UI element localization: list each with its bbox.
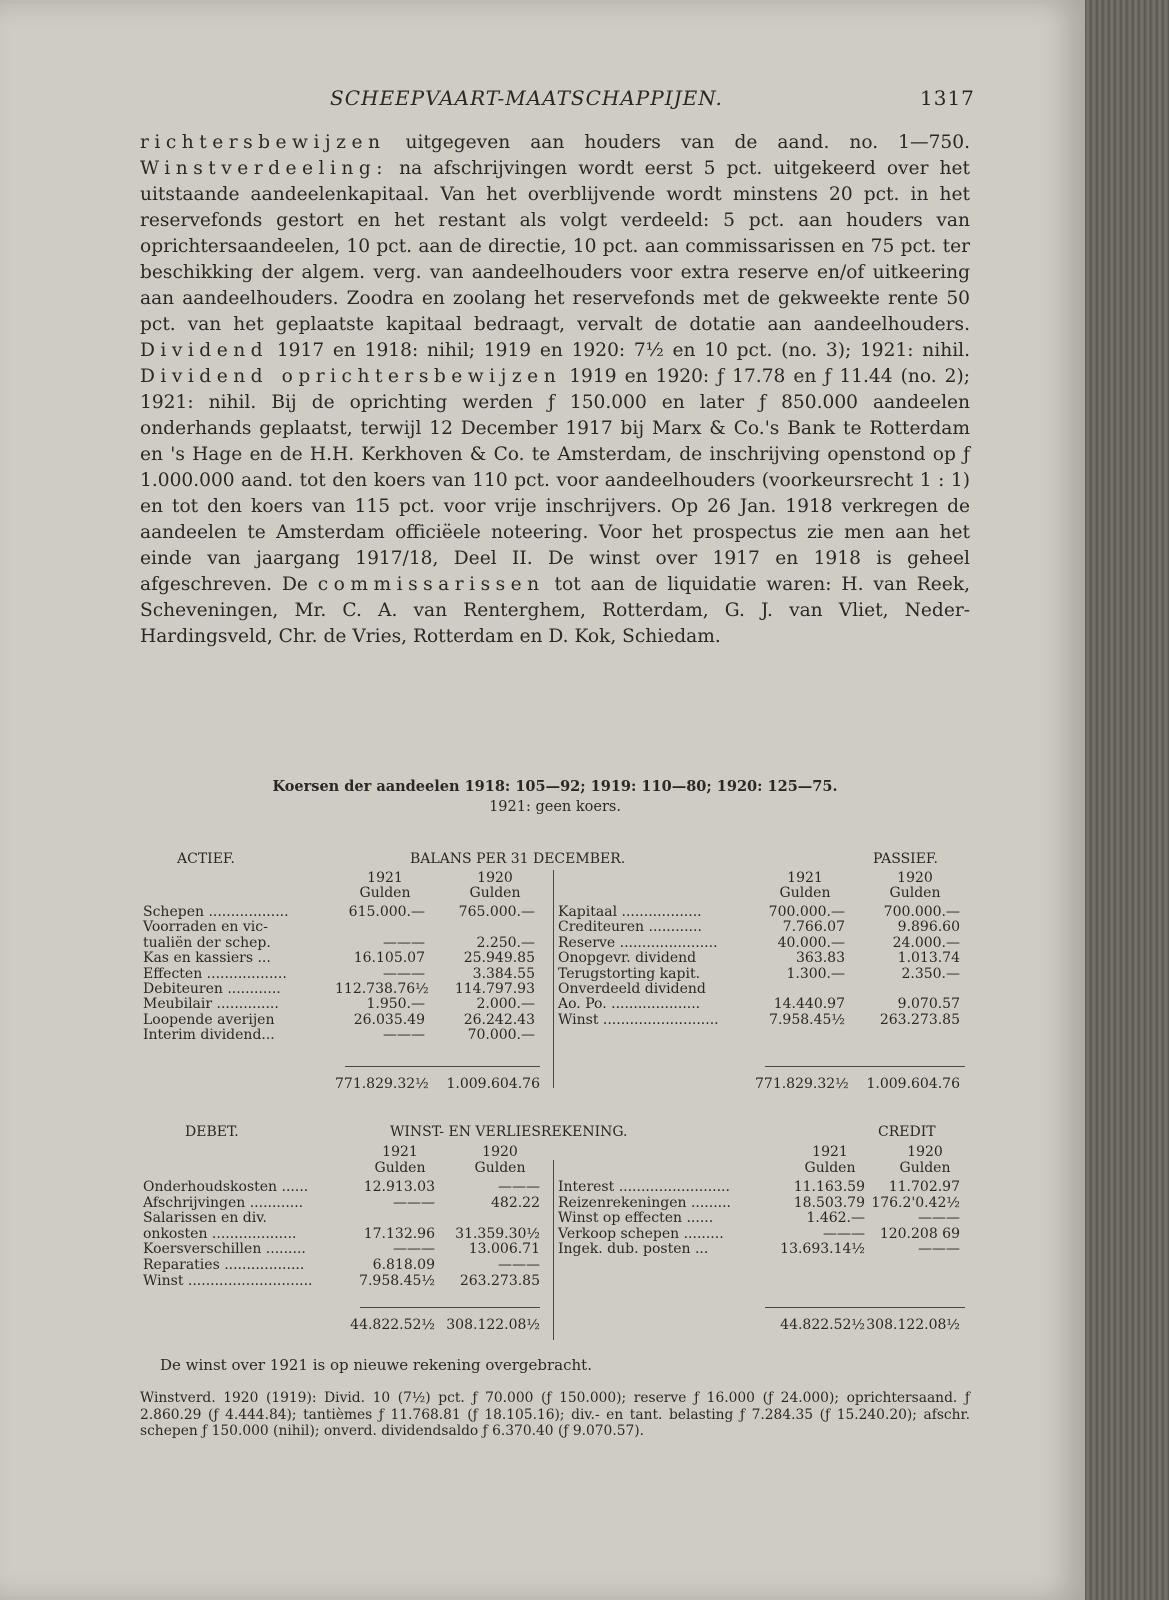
ledger-value-1920: 24.000.— (892, 934, 960, 951)
year-header: 1920 (482, 1144, 518, 1160)
ledger-value-1920: 700.000.— (883, 904, 960, 920)
ledger-value-1921: 7.958.45½ (769, 1011, 845, 1028)
ledger-value-1920: 2.000.— (476, 996, 535, 1013)
book-spine (1085, 0, 1169, 1600)
total-1920: 308.122.08½ (866, 1317, 960, 1333)
year-header: 1921 (812, 1144, 848, 1160)
ledger-row-label: Ingek. dub. posten ... (558, 1241, 709, 1258)
ledger-value-1921: 17.132.96 (363, 1225, 435, 1242)
ledger-value-1920: 482.22 (491, 1194, 540, 1211)
ledger-value-1921: ——— (383, 1027, 425, 1044)
ledger-value-1920: 114.797.93 (454, 981, 535, 997)
ledger-value-1921: 11.163.59 (793, 1179, 865, 1195)
ledger-row-label: Crediteuren ............ (558, 919, 702, 936)
spaced-term: Dividend oprichtersbewijzen (140, 366, 562, 387)
unit-header: Gulden (779, 885, 831, 901)
ledger-value-1921: 7.958.45½ (359, 1272, 435, 1289)
ledger-row-label: Afschrijvingen ............ (143, 1194, 304, 1211)
ledger-value-1921: 615.000.— (348, 904, 425, 920)
ledger-row-label: tualiën der schep. (143, 934, 271, 951)
unit-header: Gulden (804, 1160, 856, 1176)
ledger-value-1920: 2.250.— (476, 934, 535, 951)
ledger-value-1920: 9.070.57 (897, 996, 960, 1013)
paragraph-text: uitgegeven aan houders van de aand. no. 1—750. (385, 132, 970, 153)
ledger-value-1920: 263.273.85 (459, 1272, 540, 1289)
year-header: 1920 (477, 870, 513, 886)
ledger-row-label: Reserve ...................... (558, 934, 718, 951)
ledger-value-1921: 700.000.— (768, 904, 845, 920)
ledger-value-1921: 26.035.49 (353, 1011, 425, 1028)
total-rule (765, 1307, 965, 1308)
spaced-term: Dividend (140, 340, 269, 361)
paragraph-text: 1919 en 1920: ƒ 17.78 en ƒ 11.44 (no. 2); 1921: nihil. Bij de oprichting werden ƒ 150.000 en later ƒ 850.000 aandeelen onderhands geplaatst, terwijl 12 December 1917 bij Marx & Co.'s Bank te Rotterdam en 's Hage en de H.H. Kerkhoven & Co. te Amsterdam, de inschrijving openstond op ƒ 1.000.000 aand. tot den koers van 110 pct. voor aandeelhouders (voorkeursrecht 1 : 1) en tot den koers van 115 pct. voor vrije inschrijvers. Op 26 Jan. 1918 verkregen de aandeelen te Amsterdam officiëele noteering. Voor het prospectus zie men aan het einde van jaargang 1917/18, Deel II. De winst over 1917 en 1918 is geheel afgeschreven. De (140, 366, 970, 595)
unit-header: Gulden (474, 1160, 526, 1176)
year-header: 1921 (382, 1144, 418, 1160)
ledger-value-1920: ——— (918, 1241, 960, 1258)
paragraph-text: 1917 en 1918: nihil; 1919 en 1920: 7½ en 10 pct. (no. 3); 1921: nihil. (268, 340, 970, 361)
ledger-row-label: Koersverschillen ......... (143, 1241, 306, 1258)
ledger-value-1920: 3.384.55 (472, 965, 535, 982)
ledger-value-1920: 176.2'0.42½ (871, 1194, 960, 1211)
ledger-value-1921: 13.693.14½ (780, 1241, 865, 1258)
ledger-value-1921: 16.105.07 (353, 950, 425, 967)
page-number: 1317 (920, 86, 975, 110)
ledger-row-label: Interest ......................... (558, 1179, 730, 1195)
year-header: 1921 (787, 870, 823, 886)
ledger-value-1920: ——— (918, 1210, 960, 1227)
unit-header: Gulden (374, 1160, 426, 1176)
ledger-value-1921: 14.440.97 (773, 996, 845, 1013)
total-1920: 1.009.604.76 (866, 1076, 960, 1092)
footnote: De winst over 1921 is op nieuwe rekening overgebracht. (160, 1356, 592, 1374)
ledger-row-label: Reparaties .................. (143, 1257, 305, 1273)
year-header: 1920 (897, 870, 933, 886)
debet-title: DEBET. (185, 1124, 239, 1140)
ledger-row-label: Effecten .................. (143, 965, 287, 982)
ledger-row-label: Onverdeeld dividend (558, 981, 706, 997)
unit-header: Gulden (889, 885, 941, 901)
credit-title: CREDIT (878, 1124, 936, 1140)
ledger-value-1920: 765.000.— (458, 904, 535, 920)
ledger-row-label: Debiteuren ............ (143, 981, 281, 997)
ledger-row-label: Winst .......................... (558, 1011, 719, 1028)
paragraph-text: tot aan de liquidatie waren: H. van Reek, Scheveningen, Mr. C. A. van Renterghem, Rotterdam, G. J. van Vliet, Neder-Hardingsveld, Chr. de Vries, Rotterdam en D. Kok, Schiedam. (140, 574, 970, 647)
winst-title: WINST- EN VERLIESREKENING. (390, 1124, 628, 1140)
koersen-line: 1921: geen koers. (489, 799, 621, 815)
ledger-value-1920: 70.000.— (467, 1027, 535, 1044)
ledger-value-1920: 11.702.97 (888, 1179, 960, 1195)
ledger-value-1920: 120.208 69 (879, 1225, 960, 1242)
column-divider (553, 1160, 554, 1340)
ledger-row-label: Onopgevr. dividend (558, 950, 697, 967)
total-1921: 44.822.52½ (350, 1317, 435, 1333)
ledger-value-1921: ——— (383, 965, 425, 982)
ledger-row-label: Kas en kassiers ... (143, 950, 271, 967)
ledger-row-label: Salarissen en div. (143, 1210, 267, 1227)
ledger-row-label: Onderhoudskosten ...... (143, 1179, 309, 1195)
ledger-row-label: Terugstorting kapit. (558, 965, 701, 982)
total-1921: 771.829.32½ (755, 1076, 849, 1092)
ledger-row-label: Interim dividend... (143, 1027, 275, 1044)
spaced-term: commissarissen (317, 574, 545, 595)
ledger-row-label: Verkoop schepen ......... (558, 1225, 724, 1242)
year-header: 1921 (367, 870, 403, 886)
ledger-value-1921: 40.000.— (777, 934, 845, 951)
ledger-value-1920: 9.896.60 (897, 919, 960, 936)
ledger-row-label: Voorraden en vic- (143, 919, 268, 936)
balans-title: BALANS PER 31 DECEMBER. (410, 851, 626, 867)
total-1920: 308.122.08½ (446, 1317, 540, 1333)
unit-header: Gulden (359, 885, 411, 901)
passief-title: PASSIEF. (873, 851, 938, 867)
ledger-value-1921: 1.300.— (786, 965, 845, 982)
year-header: 1920 (907, 1144, 943, 1160)
ledger-row-label: Winst op effecten ...... (558, 1210, 714, 1227)
ledger-row-label: Schepen .................. (143, 904, 289, 920)
ledger-value-1920: ——— (498, 1179, 540, 1195)
paragraph-text: na afschrijvingen wordt eerst 5 pct. uitgekeerd over het uitstaande aandeelenkapitaal. Van het overblijvende wordt minstens 20 pct. in het reservefonds gestort en het restant als volgt verdeeld: 5 pct. aan houders van oprichtersaandeelen, 10 pct. aan de directie, 10 pct. aan commissarissen en 75 pct. ter beschikking der algem. verg. van aandeelhouders voor extra reserve en/of uitkeering aan aandeelhouders. Zoodra en zoolang het reservefonds met de gekweekte rente 50 pct. van het geplaatste kapitaal bedraagt, vervalt de dotatie aan aandeelhouders. (140, 158, 970, 335)
running-title: SCHEEPVAART-MAATSCHAPPIJEN. (330, 86, 723, 110)
ledger-value-1921: 1.462.— (806, 1210, 865, 1227)
ledger-value-1920: 13.006.71 (468, 1241, 540, 1258)
total-1921: 44.822.52½ (780, 1317, 865, 1333)
unit-header: Gulden (899, 1160, 951, 1176)
ledger-row-label: onkosten ................... (143, 1225, 297, 1242)
ledger-row-label: Loopende averijen (143, 1011, 275, 1028)
ledger-value-1921: ——— (393, 1194, 435, 1211)
total-rule (360, 1307, 540, 1308)
ledger-value-1920: 31.359.30½ (455, 1225, 540, 1242)
unit-header: Gulden (469, 885, 521, 901)
ledger-row-label: Reizenrekeningen ......... (558, 1194, 732, 1211)
ledger-value-1921: 12.913.03 (363, 1179, 435, 1195)
ledger-value-1920: 1.013.74 (897, 950, 960, 967)
ledger-value-1921: ——— (823, 1225, 865, 1242)
ledger-value-1921: 6.818.09 (372, 1257, 435, 1273)
ledger-value-1920: 25.949.85 (463, 950, 535, 967)
total-1921: 771.829.32½ (335, 1076, 429, 1092)
ledger-value-1921: 7.766.07 (782, 919, 845, 936)
ledger-row-label: Meubilair .............. (143, 996, 279, 1013)
ledger-row-label: Kapitaal .................. (558, 904, 702, 920)
ledger-value-1921: 18.503.79 (793, 1194, 865, 1211)
ledger-row-label: Ao. Po. .................... (558, 996, 701, 1013)
ledger-value-1921: 363.83 (796, 950, 845, 967)
ledger-value-1921: ——— (383, 934, 425, 951)
spaced-term: Winstverdeeling: (140, 158, 389, 179)
ledger-value-1920: ——— (498, 1257, 540, 1273)
winstverdeeling-note: Winstverd. 1920 (1919): Divid. 10 (7½) pct. ƒ 70.000 (ƒ 150.000); reserve ƒ 16.000 (ƒ 24.000); oprichtersaand. ƒ 2.860.29 (ƒ 4.444.84); tantièmes ƒ 11.768.81 (ƒ 18.105.16); div.- en tant. belasting ƒ 7.284.35 (ƒ 15.240.20); afschr. schepen ƒ 150.000 (nihil); onverd. dividendsaldo ƒ 6.370.40 (ƒ 9.070.57). (140, 1390, 970, 1439)
ledger-value-1921: 112.738.76½ (335, 981, 429, 997)
ledger-value-1921: ——— (393, 1241, 435, 1258)
ledger-row-label: Winst ............................ (143, 1272, 313, 1289)
ledger-value-1920: 2.350.— (901, 965, 960, 982)
spaced-term: richtersbewijzen (140, 132, 386, 153)
ledger-value-1920: 26.242.43 (463, 1011, 535, 1028)
ledger-value-1920: 263.273.85 (879, 1011, 960, 1028)
total-1920: 1.009.604.76 (446, 1076, 540, 1092)
koersen-line: Koersen der aandeelen 1918: 105—92; 1919: 110—80; 1920: 125—75. (272, 778, 838, 795)
actief-title: ACTIEF. (177, 851, 235, 867)
ledger-value-1921: 1.950.— (366, 996, 425, 1013)
